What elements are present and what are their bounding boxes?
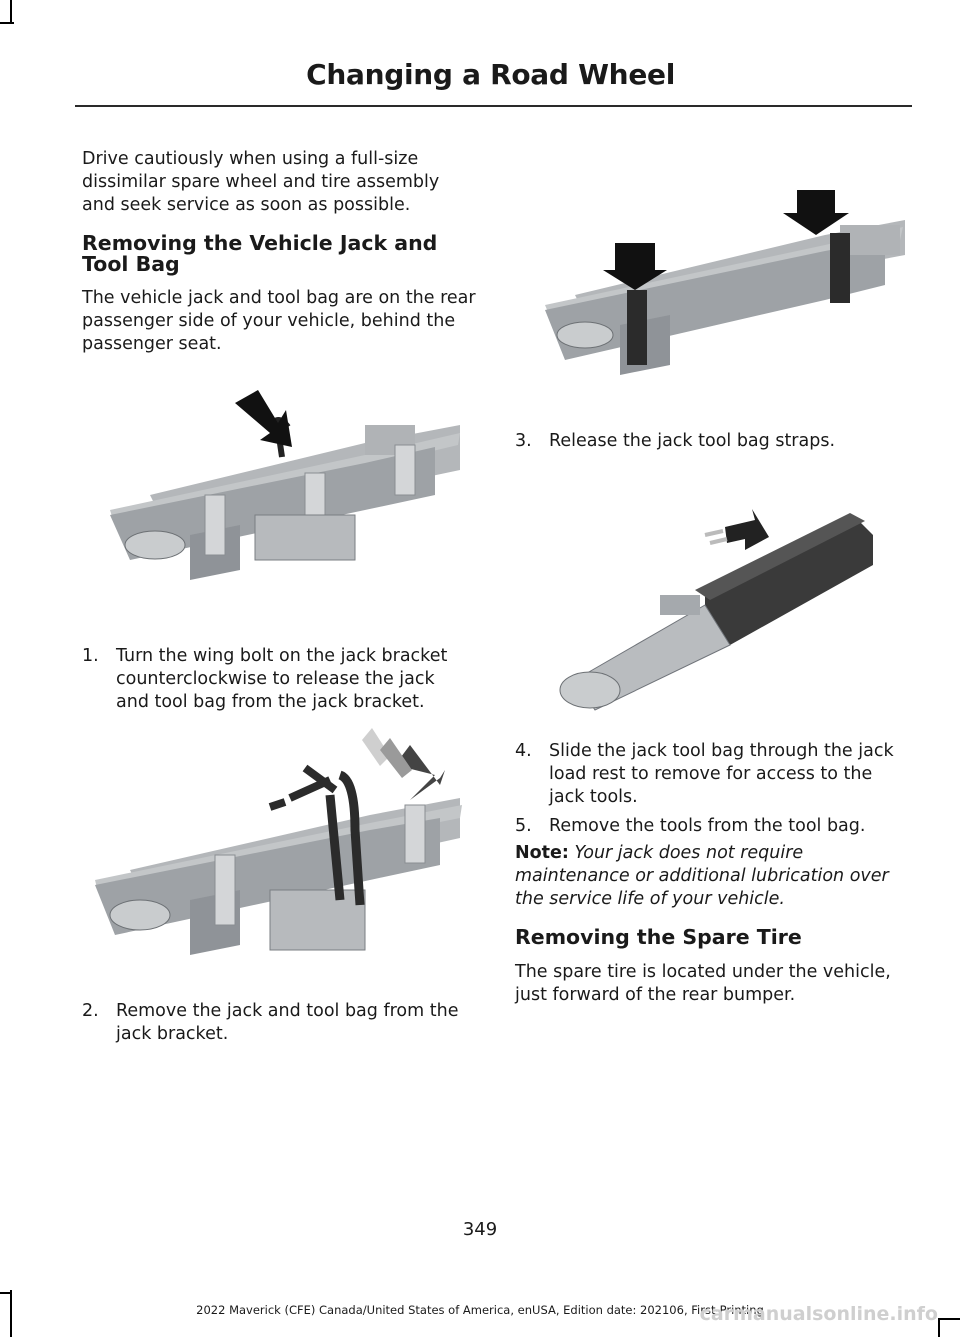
step-5: 5. Remove the tools from the tool bag. <box>515 816 866 836</box>
jack-location-paragraph: The vehicle jack and tool bag are on the rear passenger side of your vehicle, behind the passenger seat. <box>82 288 476 354</box>
footer-text: 2022 Maverick (CFE) Canada/United States of America, enUSA, Edition date: 202106, First-Printing <box>196 1303 764 1317</box>
jack-strap <box>205 495 225 555</box>
note <box>515 842 910 911</box>
jack-base <box>255 515 355 560</box>
jack-foot <box>560 672 620 708</box>
down-arrow-icon <box>783 190 849 235</box>
jack-strap <box>405 805 425 863</box>
step-1: 1. Turn the wing bolt on the jack bracket counterclockwise to release the jack and tool bag from the jack bracket. <box>82 646 448 712</box>
jack-strap <box>395 445 415 495</box>
wing-bolt <box>270 768 335 807</box>
note-text: Your jack does not require maintenance or additional lubrication over the service life of your vehicle. <box>515 843 889 909</box>
jack-foot <box>125 531 185 559</box>
arrow-icon <box>235 390 292 447</box>
jack-strap-dark <box>830 233 850 303</box>
jack-foot <box>557 322 613 348</box>
crop-mark <box>0 22 14 24</box>
crop-mark <box>940 1318 960 1320</box>
step-4: 4. Slide the jack tool bag through the jack load rest to remove for access to the jack tools. <box>515 741 894 807</box>
intro-paragraph: Drive cautiously when using a full-size dissimilar spare wheel and tire assembly and seek service as soon as possible. <box>82 149 440 215</box>
motion-line <box>705 531 723 535</box>
motion-line <box>710 539 727 543</box>
jack-foot <box>110 900 170 930</box>
jack-base <box>270 890 365 950</box>
right-arrow-icon <box>725 509 769 550</box>
crop-mark <box>938 1318 940 1337</box>
figure-wing-bolt <box>90 385 465 585</box>
section-heading-spare: Removing the Spare Tire <box>515 925 802 949</box>
page-title: Changing a Road Wheel <box>306 58 675 91</box>
jack-strap <box>215 855 235 925</box>
figure-slide-tool-bag <box>555 505 875 720</box>
header-rule <box>75 105 912 107</box>
step-2: 2. Remove the jack and tool bag from the jack bracket. <box>82 1001 459 1044</box>
jack-end-block <box>660 595 700 615</box>
spare-location-paragraph: The spare tire is located under the vehicle, just forward of the rear bumper. <box>515 962 891 1005</box>
section-heading-jack: Removing the Vehicle Jack and Tool Bag <box>82 231 438 276</box>
note-label: Note: <box>515 843 569 863</box>
step-3: 3. Release the jack tool bag straps. <box>515 431 836 451</box>
page-number: 349 <box>462 1219 498 1240</box>
crop-mark <box>0 1292 12 1294</box>
jack-strap-dark <box>627 290 647 365</box>
watermark: carmanualsonline.info <box>699 1303 938 1325</box>
figure-remove-jack <box>90 720 465 970</box>
crop-mark <box>10 0 12 22</box>
figure-jack-straps <box>545 185 905 380</box>
